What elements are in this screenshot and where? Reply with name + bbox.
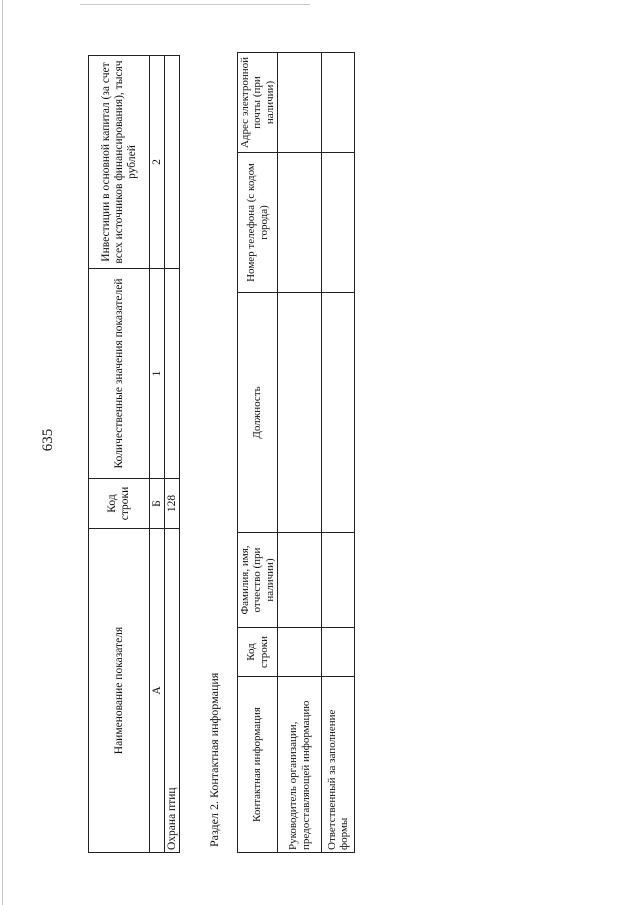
header-full-name: Фамилия, имя, отчество (при наличии) (238, 533, 278, 628)
row-name-bird-protection: Охрана птиц (165, 529, 180, 853)
cell-empty (322, 53, 355, 153)
header-row-code: Код строки (89, 479, 150, 529)
row-head-of-organization: Руководитель организации, предоставляющей информацию (278, 677, 322, 853)
row-code-128: 128 (165, 479, 180, 529)
cell-empty (322, 293, 355, 533)
cell-empty (322, 628, 355, 677)
col-code-b: Б (150, 479, 165, 529)
cell-empty (278, 628, 322, 677)
row-responsible-person: Ответственный за заполнение формы (322, 677, 355, 853)
indicator-table (88, 55, 180, 853)
row-value-2 (165, 56, 180, 269)
header-indicator-name: Наименование показателя (89, 529, 150, 853)
header-quantitative-values: Количественные значения показателей (89, 269, 150, 479)
col-code-2: 2 (150, 56, 165, 269)
cell-empty (322, 153, 355, 293)
header-contact-row-code: Код строки (238, 628, 278, 677)
contact-table (237, 52, 355, 853)
header-investments: Инвестиции в основной капитал (за счет всех источников финансирования), тысяч рублей (89, 56, 150, 269)
header-contact-info: Контактная информация (238, 677, 278, 853)
col-code-1: 1 (150, 269, 165, 479)
cell-empty (322, 533, 355, 628)
cell-empty (278, 293, 322, 533)
header-position: Должность (238, 293, 278, 533)
cell-empty (278, 153, 322, 293)
section-2-title: Раздел 2. Контактная информация (207, 672, 221, 847)
row-value-1 (165, 269, 180, 479)
cell-empty (278, 53, 322, 153)
col-code-a: А (150, 529, 165, 853)
header-email: Адрес электронной почты (при наличии) (238, 53, 278, 153)
cell-empty (278, 533, 322, 628)
page-number: 635 (40, 428, 56, 452)
header-phone: Номер телефона (с кодом города) (238, 153, 278, 293)
